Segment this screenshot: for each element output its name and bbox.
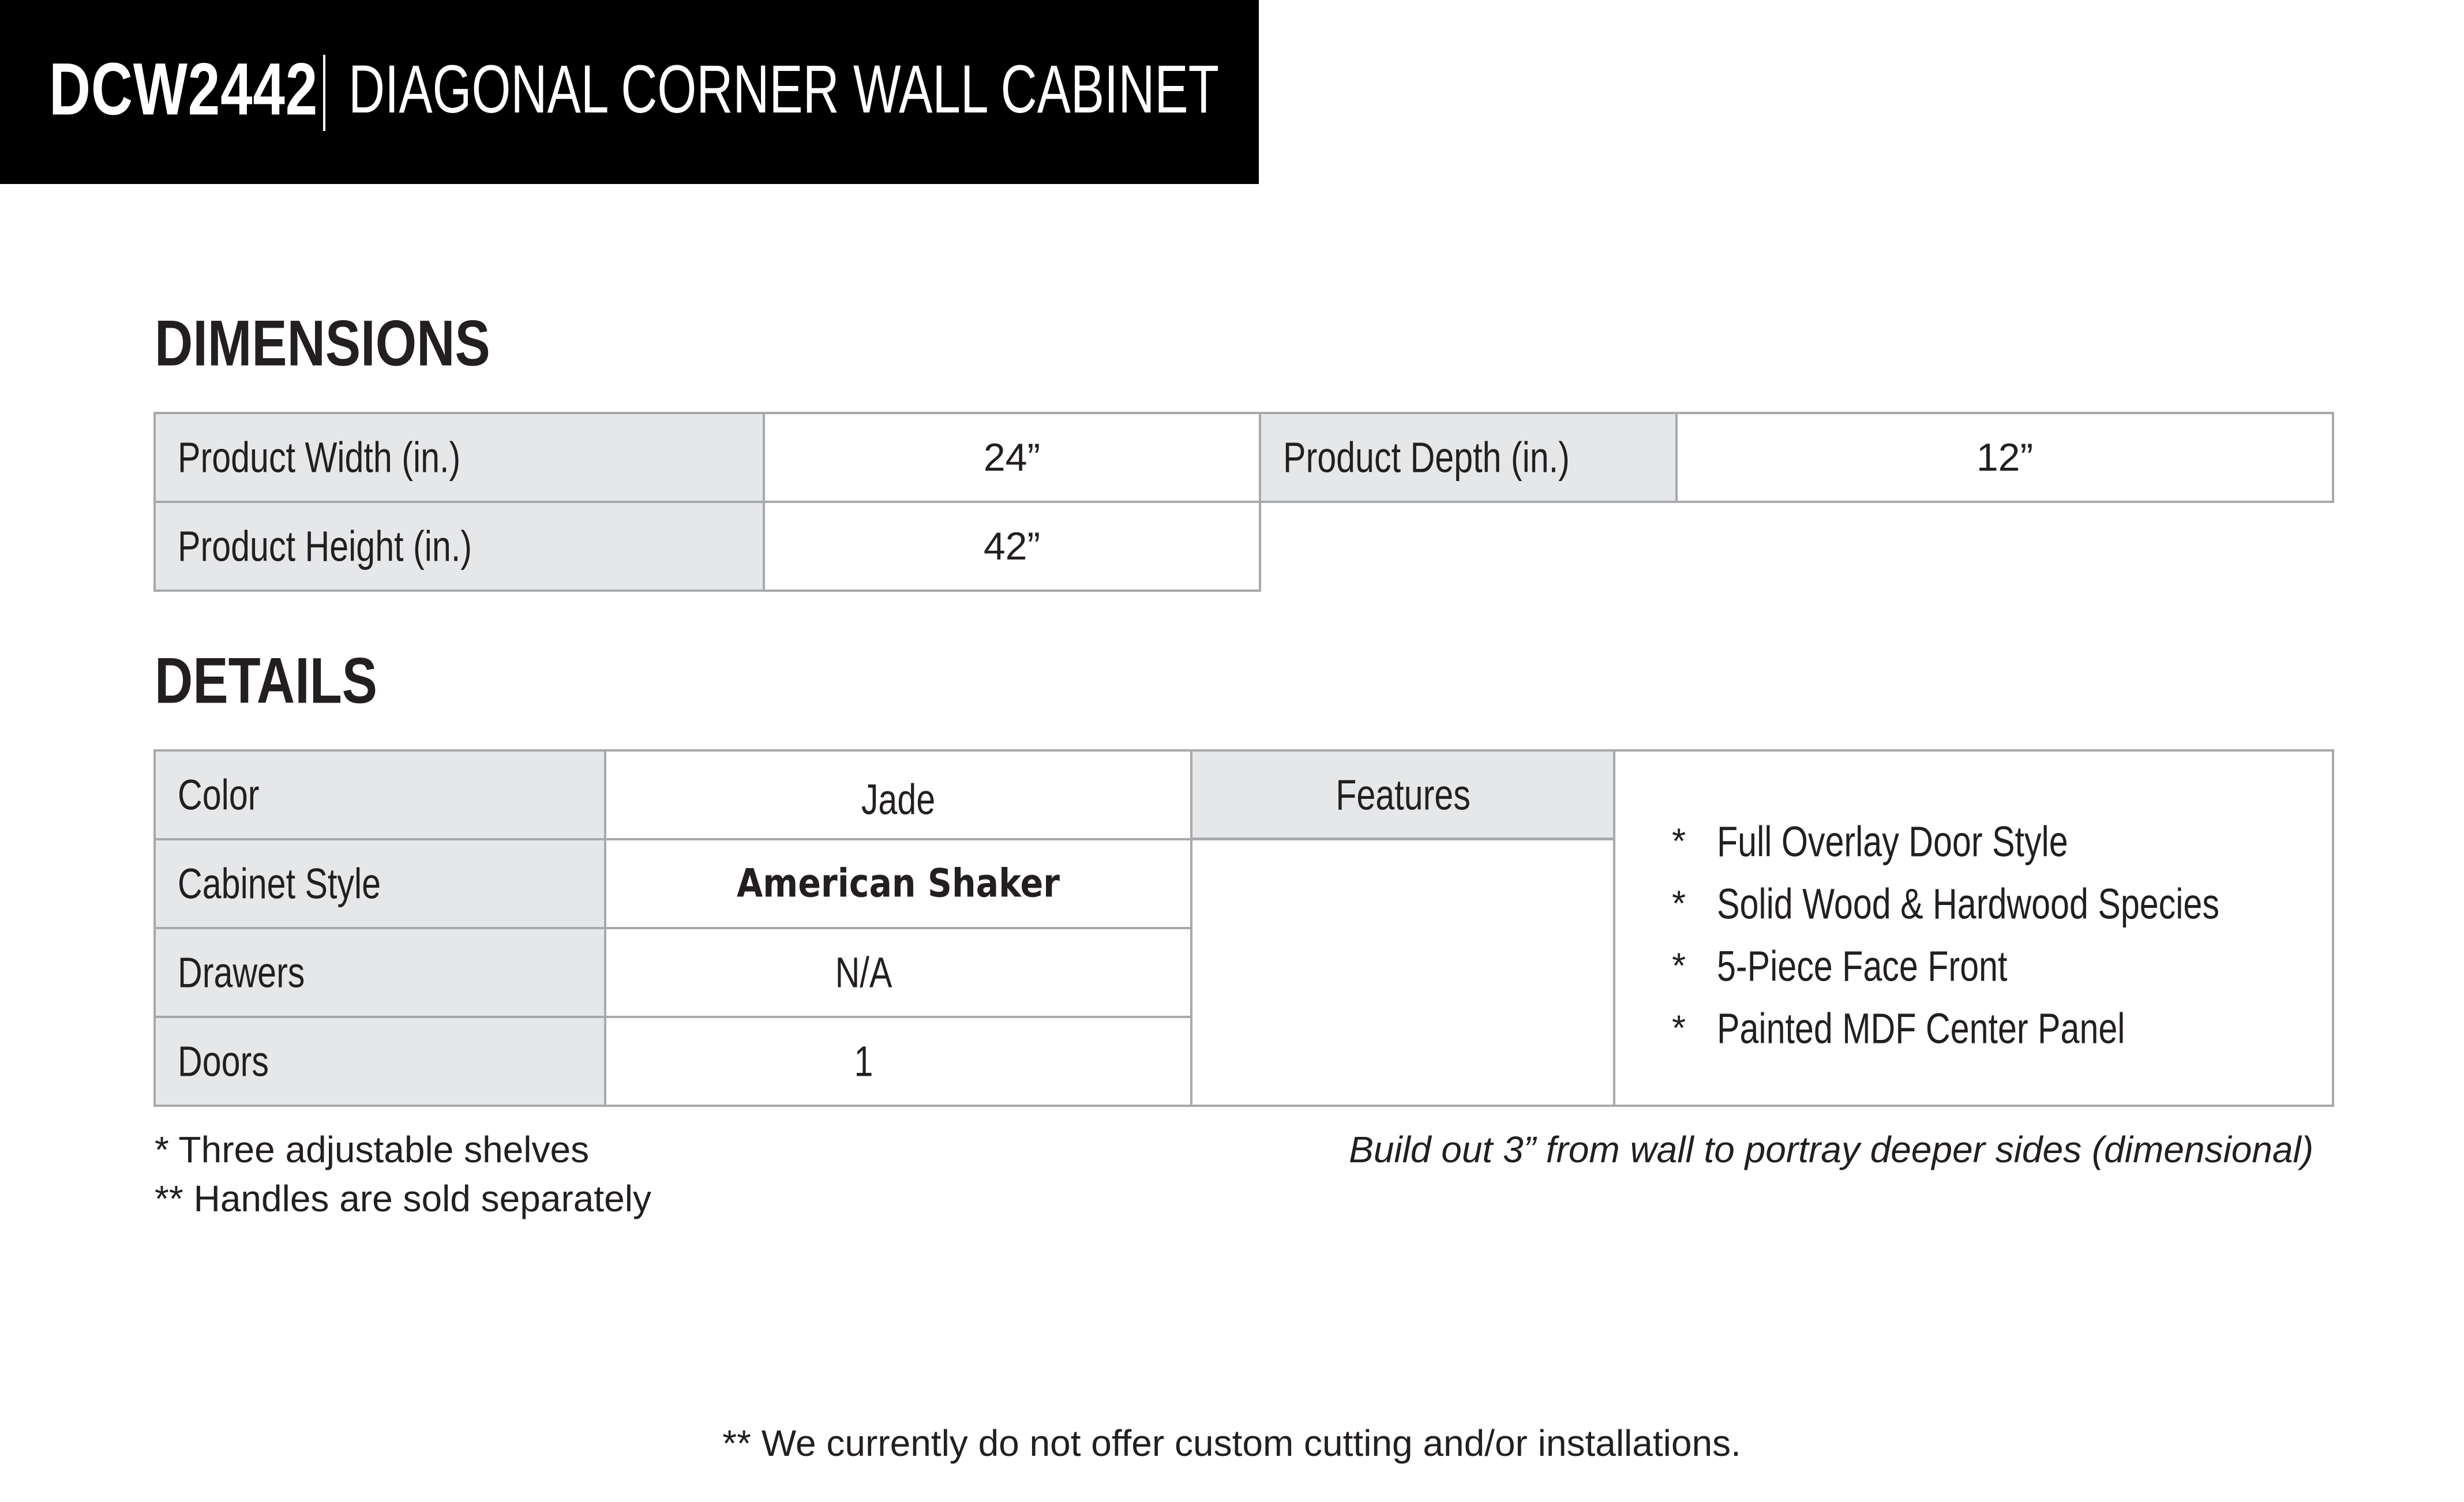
disclaimer-note: ** We currently do not offer custom cutting and/or installations.: [722, 1422, 1741, 1464]
product-width-label: Product Width (in.): [178, 433, 461, 482]
header-bar: [0, 0, 1259, 184]
product-depth-value: 12”: [1976, 435, 2034, 479]
color-value-cell: [604, 749, 1192, 840]
drawers-value: N/A: [835, 948, 892, 997]
color-label-cell: [153, 749, 606, 840]
product-width-label-cell: [153, 412, 765, 503]
feature-text: Painted MDF Center Panel: [1717, 1004, 2125, 1053]
feature-bullet: *: [1672, 821, 1686, 862]
drawers-label: Drawers: [178, 948, 305, 997]
product-name: DIAGONAL CORNER WALL CABINET: [348, 51, 1219, 127]
color-value: Jade: [861, 775, 936, 824]
features-label: Features: [1335, 771, 1471, 818]
product-width-value-cell: [763, 412, 1261, 503]
product-depth-label: Product Depth (in.): [1283, 433, 1570, 482]
product-height-value: 42”: [983, 524, 1041, 568]
product-height-label: Product Height (in.): [178, 522, 472, 570]
product-width-value: 24”: [983, 435, 1041, 479]
cabinet-style-value-cell: [604, 838, 1192, 929]
dimensions-title: DIMENSIONS: [155, 307, 490, 380]
drawers-value-cell: [604, 927, 1192, 1018]
handles-note: ** Handles are sold separately: [155, 1178, 651, 1219]
drawers-label-cell: [153, 927, 606, 1018]
product-height-label-cell: [153, 501, 765, 592]
cabinet-style-label-cell: [153, 838, 606, 929]
product-depth-value-cell: [1675, 412, 2334, 503]
color-label: Color: [178, 771, 260, 819]
features-spacer-cell: [1190, 838, 1615, 1107]
header-divider: [323, 55, 325, 131]
product-height-value-cell: [763, 501, 1261, 592]
product-depth-label-cell: [1259, 412, 1678, 503]
shelves-note: * Three adjustable shelves: [155, 1129, 590, 1170]
feature-bullet: *: [1672, 1008, 1686, 1049]
feature-bullet: *: [1672, 946, 1686, 986]
feature-text: Full Overlay Door Style: [1717, 817, 2068, 866]
feature-bullet: *: [1672, 884, 1686, 924]
doors-label: Doors: [178, 1037, 269, 1086]
build-out-note: Build out 3” from wall to portray deeper sides (dimensional): [1349, 1129, 2313, 1170]
cabinet-style-label: Cabinet Style: [178, 859, 381, 908]
doors-value: 1: [854, 1037, 873, 1086]
features-label-cell: [1190, 749, 1615, 840]
details-title: DETAILS: [155, 644, 378, 717]
doors-value-cell: [604, 1016, 1192, 1107]
model-code: DCW2442: [49, 48, 318, 131]
doors-label-cell: [153, 1016, 606, 1107]
feature-text: 5-Piece Face Front: [1717, 942, 2008, 990]
feature-text: Solid Wood & Hardwood Species: [1717, 880, 2219, 928]
cabinet-style-value: American Shaker: [737, 861, 1060, 907]
